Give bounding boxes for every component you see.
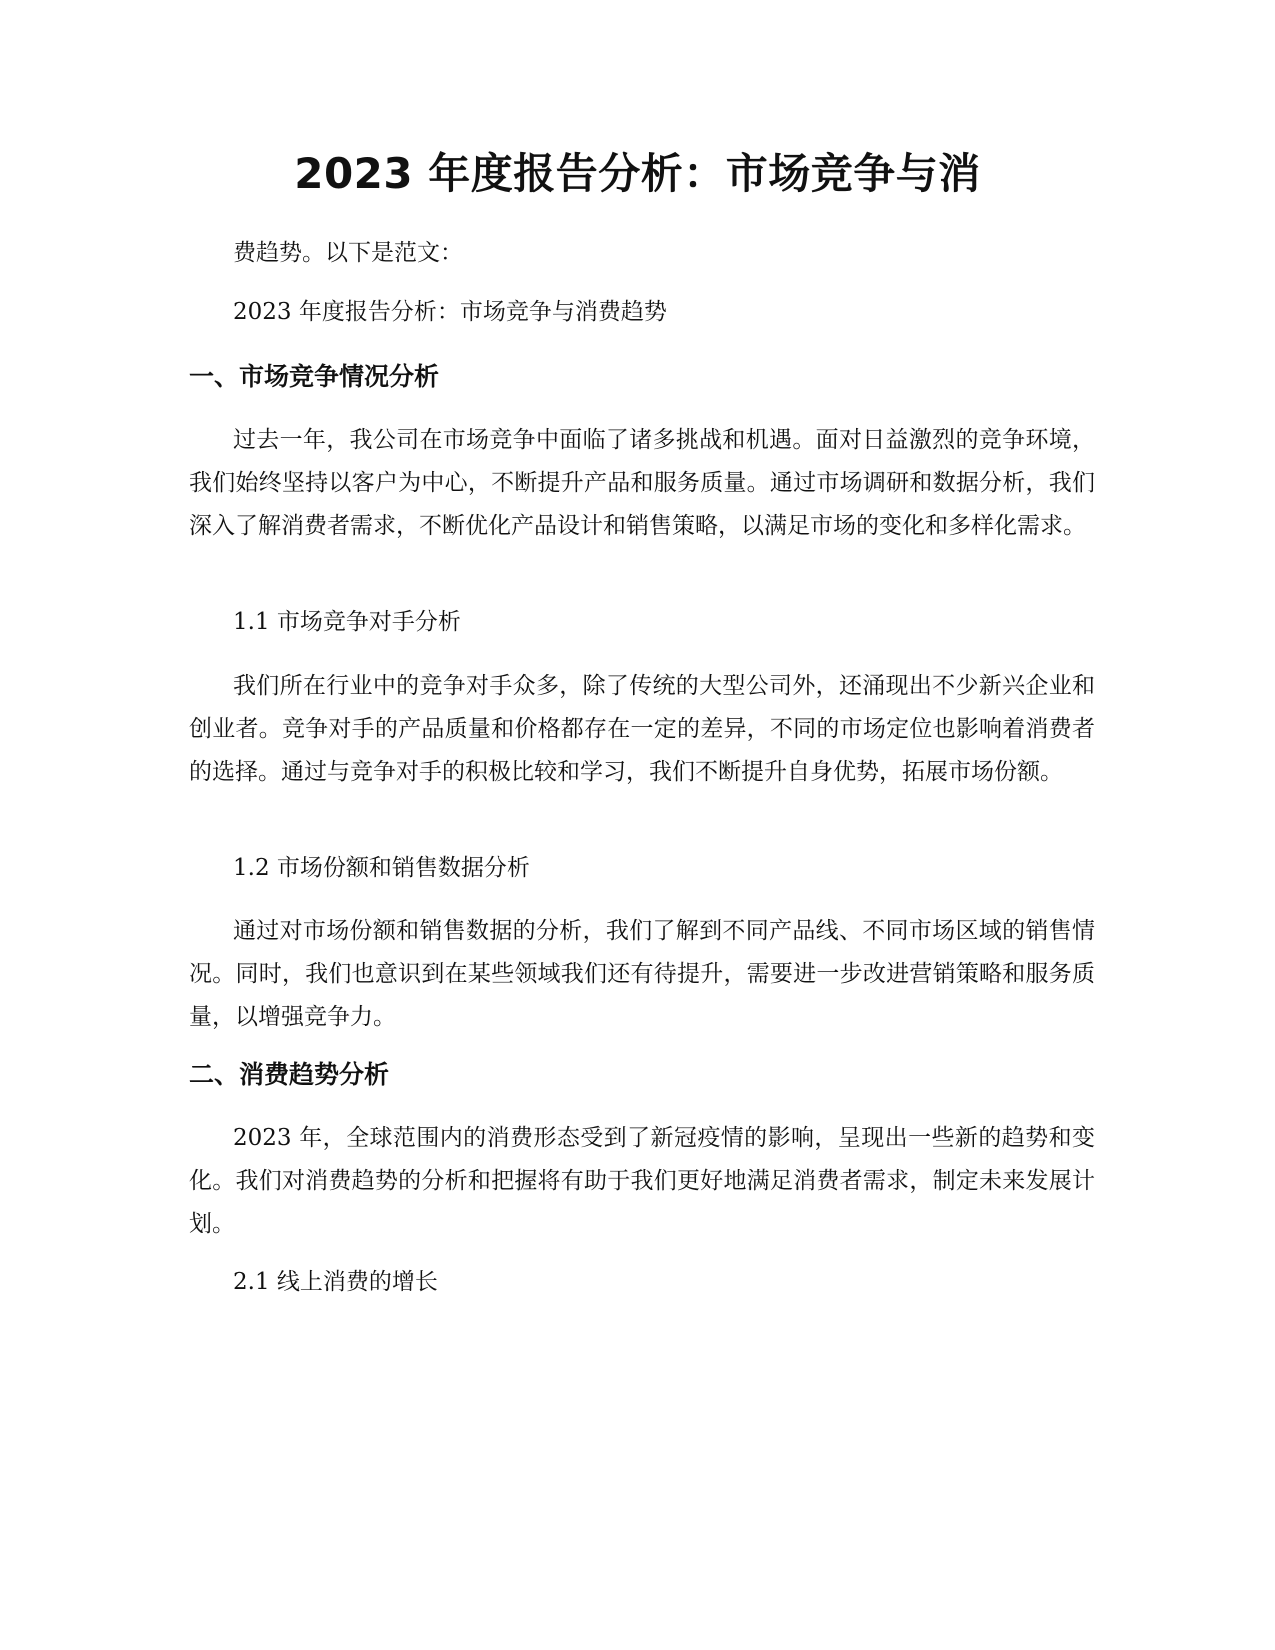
subsection-2-1-title: 2.1 线上消费的增长 (233, 1269, 438, 1295)
section-1-paragraph: 过去一年，我公司在市场竞争中面临了诸多挑战和机遇。面对日益激烈的竞争环境，我们始终坚持以客户为中心，不断提升产品和服务质量。通过市场调研和数据分析，我们深入了解消费者需求，不断优化产品设计和销售策略，以满足市场的变化和多样化需求。 (189, 427, 1095, 539)
document-title: 2023 年度报告分析：市场竞争与消 (294, 149, 981, 198)
section-1-heading: 一、市场竞争情况分析 (189, 362, 440, 391)
document-subtitle: 2023 年度报告分析：市场竞争与消费趋势 (233, 299, 667, 325)
intro-text: 费趋势。以下是范文： (233, 240, 463, 266)
subsection-1-1-paragraph: 我们所在行业中的竞争对手众多，除了传统的大型公司外，还涌现出不少新兴企业和创业者。竞争对手的产品质量和价格都存在一定的差异，不同的市场定位也影响着消费者的选择。通过与竞争对手的积极比较和学习，我们不断提升自身优势，拓展市场份额。 (189, 673, 1095, 785)
subsection-1-1-title: 1.1 市场竞争对手分析 (233, 609, 461, 635)
subsection-1-2-paragraph: 通过对市场份额和销售数据的分析，我们了解到不同产品线、不同市场区域的销售情况。同时，我们也意识到在某些领域我们还有待提升，需要进一步改进营销策略和服务质量，以增强竞争力。 (189, 918, 1095, 1030)
subsection-1-2-title: 1.2 市场份额和销售数据分析 (233, 855, 530, 881)
section-2-heading: 二、消费趋势分析 (189, 1060, 390, 1089)
section-2-paragraph: 2023 年，全球范围内的消费形态受到了新冠疫情的影响，呈现出一些新的趋势和变化。我们对消费趋势的分析和把握将有助于我们更好地满足消费者需求，制定未来发展计划。 (189, 1125, 1095, 1237)
